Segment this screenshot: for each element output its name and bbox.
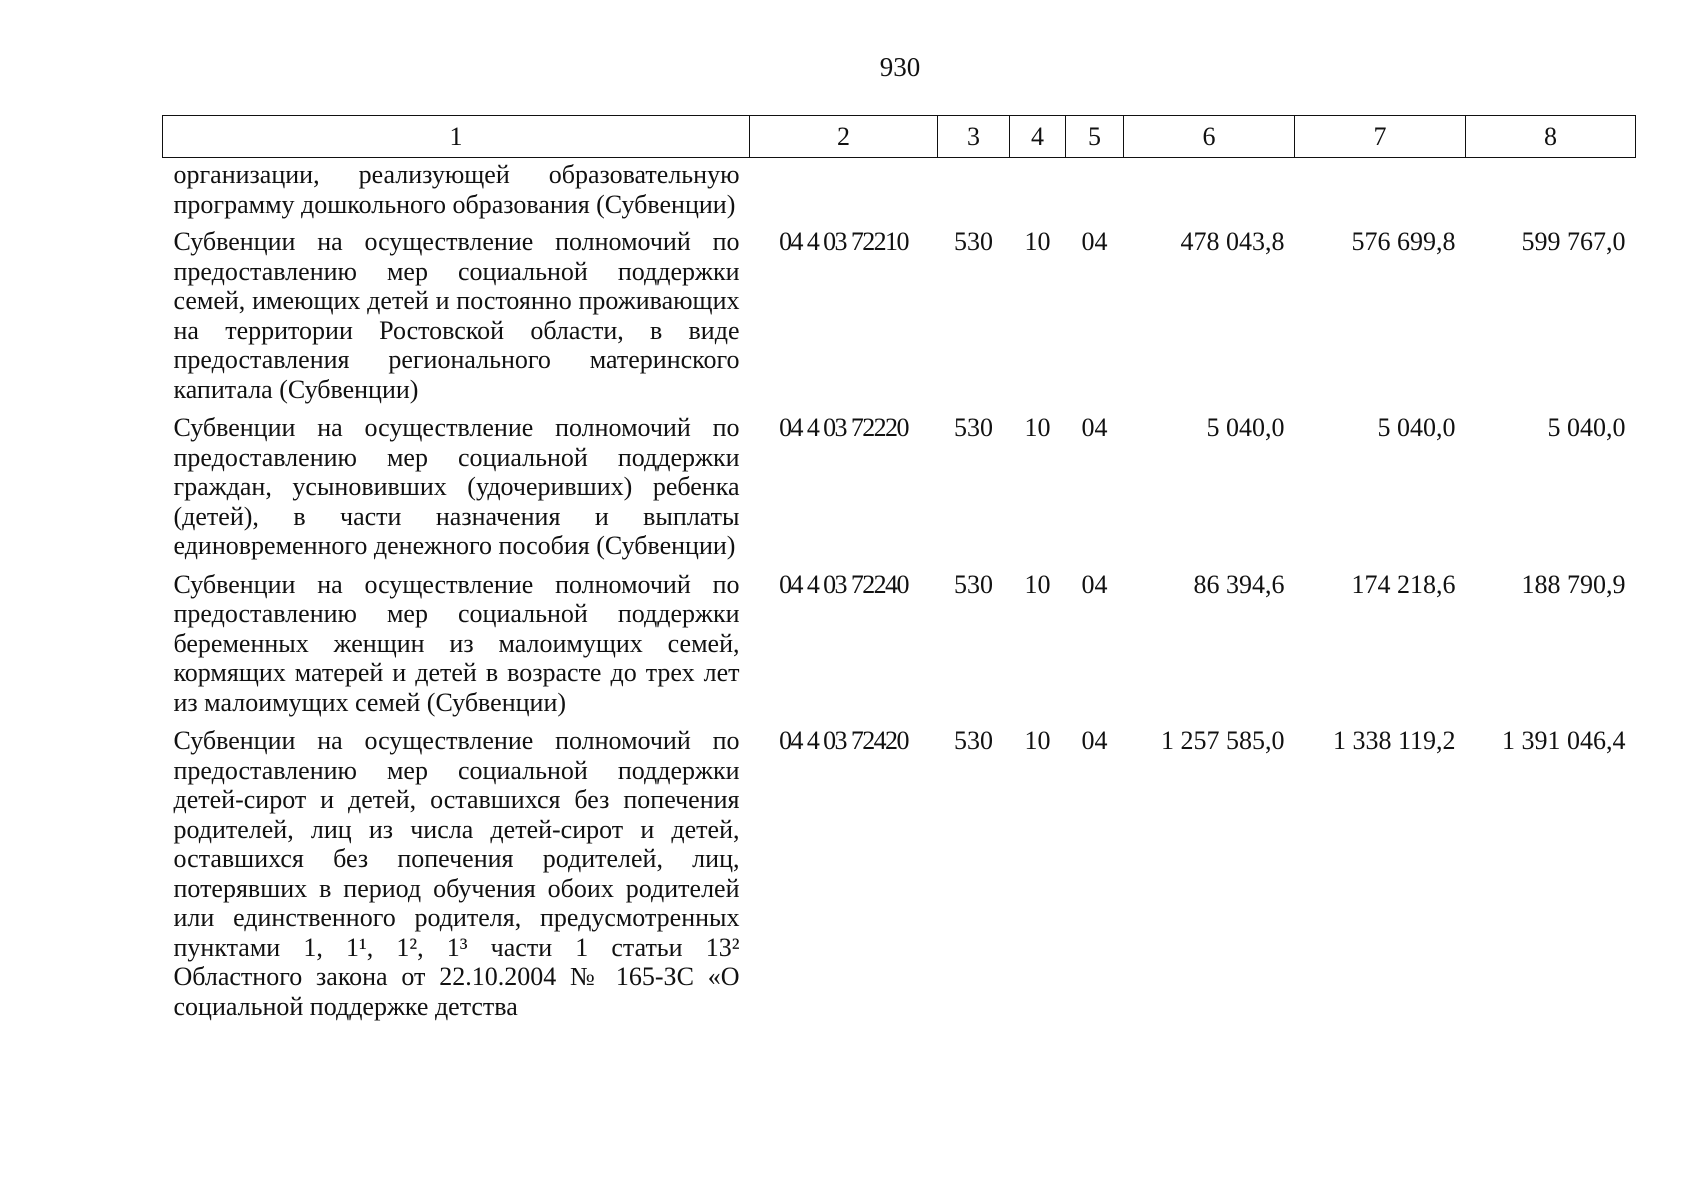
table-row	[163, 570, 1636, 727]
row-subsection: 04	[1081, 227, 1108, 256]
table-row	[163, 227, 1636, 413]
row-amount-6: 5 040,0	[1206, 413, 1285, 442]
row-code	[750, 158, 938, 228]
row-section: 10	[1024, 227, 1051, 256]
header-cell-3: 3	[938, 116, 1010, 158]
table-row	[163, 726, 1636, 1030]
row-type	[938, 158, 1010, 228]
row-section: 10	[1024, 413, 1051, 442]
row-amount-8	[1466, 158, 1636, 228]
row-code: 04 4 03 72420	[779, 726, 908, 755]
page-number: 930	[879, 52, 921, 82]
row-subsection: 04	[1081, 413, 1108, 442]
row-amount-7: 1 338 119,2	[1332, 726, 1456, 755]
table-row	[163, 413, 1636, 570]
row-amount-7: 174 218,6	[1351, 569, 1456, 599]
header-row	[163, 116, 1636, 158]
row-description: Субвенции на осуществление полномочий по предоставлению мер социальной поддержки беременных женщин из малоимущих семей, кормящих матерей и детей в возрасте до трех лет из малоимущих семей (Субвенции)	[173, 569, 740, 717]
row-type: 530	[954, 569, 993, 599]
row-amount-7: 576 699,8	[1351, 227, 1456, 256]
row-amount-6: 1 257 585,0	[1161, 726, 1285, 755]
header-cell-5: 5	[1066, 116, 1124, 158]
row-amount-6: 478 043,8	[1180, 227, 1285, 256]
row-amount-6	[1124, 158, 1295, 228]
row-amount-7: 5 040,0	[1377, 413, 1456, 442]
row-section: 10	[1024, 726, 1051, 755]
row-description: Субвенции на осуществление полномочий по предоставлению мер социальной поддержки детей-сирот и детей, оставшихся без попечения родителей, лиц из числа детей-сирот и детей, оставшихся без попечения родителей, лиц, потерявших в период обучения обоих родителей или единственного родителя, предусмотренных пунктами 1, 1¹, 1², 1³ части 1 статьи 13² Областного закона от 22.10.2004 № 165-ЗС «О социальной поддержке детства	[173, 726, 740, 1021]
budget-table	[162, 115, 1636, 1030]
row-description: Субвенции на осуществление полномочий по предоставлению мер социальной поддержки граждан, усыновивших (удочеривших) ребенка (детей), в части назначения и выплаты единовременного денежного пособия (Субвенции)	[173, 413, 740, 560]
row-subsection: 04	[1081, 726, 1108, 755]
table-row	[163, 158, 1636, 228]
header-cell-1: 1	[163, 116, 750, 158]
row-section	[1010, 158, 1066, 228]
row-section: 10	[1024, 569, 1051, 599]
row-amount-8: 599 767,0	[1521, 227, 1626, 256]
row-subsection	[1066, 158, 1124, 228]
header-cell-8: 8	[1466, 116, 1636, 158]
header-cell-7: 7	[1295, 116, 1466, 158]
row-description: Субвенции на осуществление полномочий по предоставлению мер социальной поддержки семей, имеющих детей и постоянно проживающих на территории Ростовской области, в виде предоставления регионального материнского капитала (Субвенции)	[173, 227, 740, 404]
row-amount-7	[1295, 158, 1466, 228]
table-header	[163, 116, 1636, 158]
row-amount-8: 5 040,0	[1547, 413, 1626, 442]
table-body	[163, 158, 1636, 1031]
row-amount-8: 188 790,9	[1521, 569, 1626, 599]
header-cell-4: 4	[1010, 116, 1066, 158]
row-amount-6: 86 394,6	[1193, 569, 1285, 599]
header-cell-2: 2	[750, 116, 938, 158]
row-type: 530	[954, 227, 993, 256]
row-type: 530	[954, 413, 993, 442]
header-cell-6: 6	[1124, 116, 1295, 158]
row-code: 04 4 03 72240	[779, 569, 908, 599]
row-subsection: 04	[1081, 569, 1108, 599]
row-type: 530	[954, 726, 993, 755]
row-code: 04 4 03 72210	[779, 227, 908, 256]
row-code: 04 4 03 72220	[779, 413, 908, 442]
row-description: организации, реализующей образовательную программу дошкольного образования (Субвенции)	[173, 160, 740, 219]
row-amount-8: 1 391 046,4	[1502, 726, 1626, 755]
